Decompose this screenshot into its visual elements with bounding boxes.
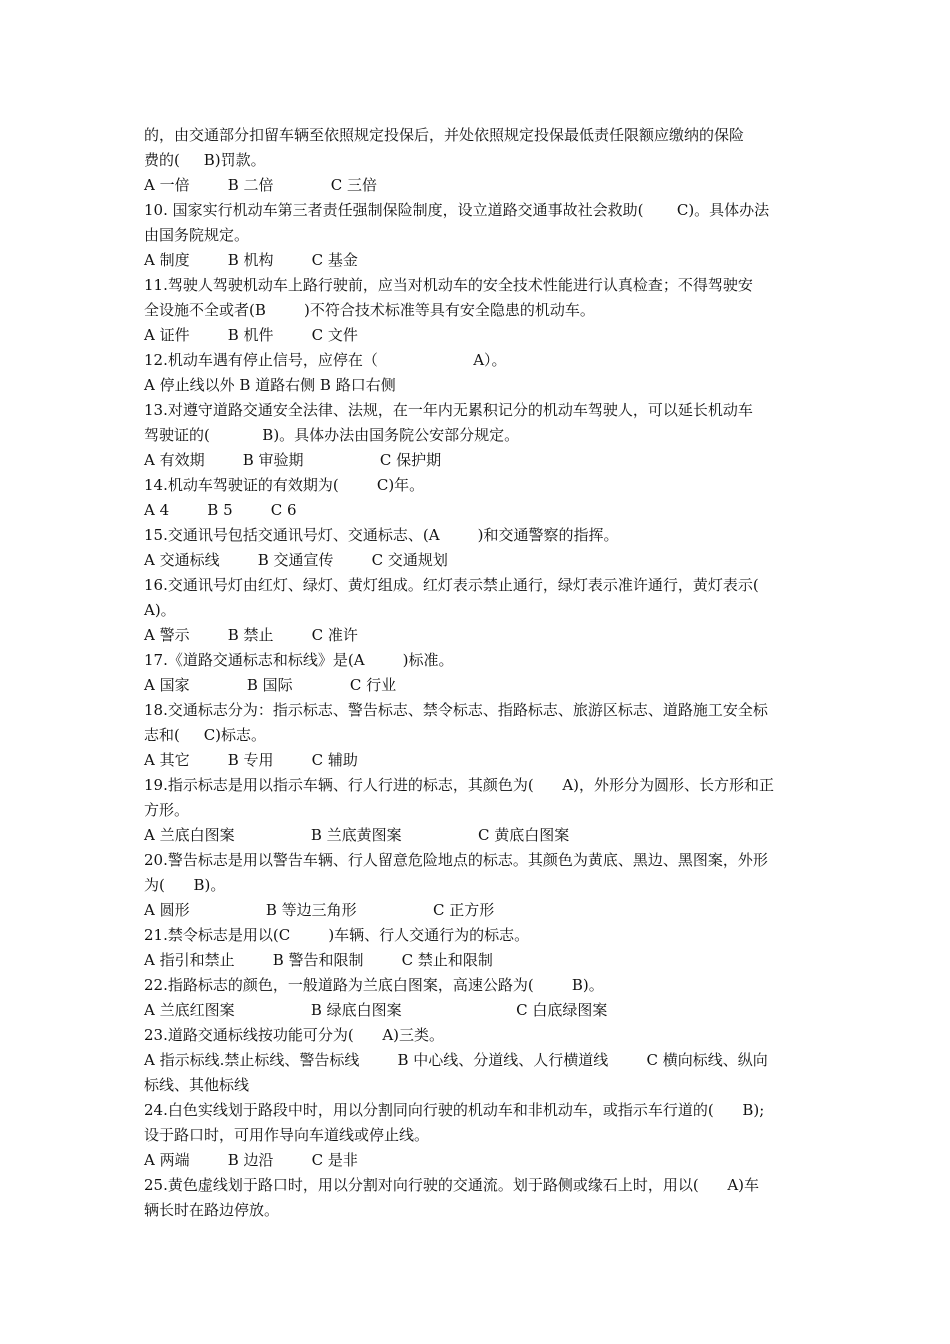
text-line: 费的( B)罚款。 [144,151,266,169]
text-line: 方形。 [144,801,190,819]
answer-options: A 有效期 B 审验期 C 保护期 [144,451,442,469]
answer-options: A 兰底红图案 B 绿底白图案 C 白底绿图案 [144,1001,608,1019]
text-line: 标线、其他标线 [144,1076,250,1094]
question-20: 20.警告标志是用以警告车辆、行人留意危险地点的标志。其颜色为黄底、黑边、黑图案，外形 [144,851,768,869]
answer-options: A 国家 B 国际 C 行业 [144,676,397,694]
document-page [144,123,810,1223]
answer-options: A 兰底白图案 B 兰底黄图案 C 黄底白图案 [144,826,570,844]
question-15: 15.交通讯号包括交通讯号灯、交通标志、(A )和交通警察的指挥。 [144,526,619,544]
text-line: 由国务院规定。 [144,226,250,244]
text-line: A)。 [144,601,176,619]
answer-options: A 其它 B 专用 C 辅助 [144,751,358,769]
answer-options: A 指引和禁止 B 警告和限制 C 禁止和限制 [144,951,493,969]
answer-options: A 停止线以外 B 道路右侧 B 路口右侧 [144,376,396,394]
question-12: 12.机动车遇有停止信号，应停在（ A）。 [144,351,507,369]
answer-options: A 制度 B 机构 C 基金 [144,251,358,269]
text-line: 的，由交通部分扣留车辆至依照规定投保后，并处依照规定投保最低责任限额应缴纳的保险 [144,126,745,144]
answer-options: A 指示标线.禁止标线、警告标线 B 中心线、分道线、人行横道线 C 横向标线、纵向 [144,1051,768,1069]
question-24: 24.白色实线划于路段中时，用以分割同向行驶的机动车和非机动车，或指示车行道的( B); [144,1101,765,1119]
answer-options: A 4 B 5 C 6 [144,501,297,519]
text-line: 为( B)。 [144,876,226,894]
question-23: 23.道路交通标线按功能可分为( A)三类。 [144,1026,445,1044]
answer-options: A 两端 B 边沿 C 是非 [144,1151,358,1169]
answer-options: A 交通标线 B 交通宣传 C 交通规划 [144,551,448,569]
question-18: 18.交通标志分为：指示标志、警告标志、禁令标志、指路标志、旅游区标志、道路施工安全标 [144,701,768,719]
text-line: 驾驶证的( B)。具体办法由国务院公安部分规定。 [144,426,520,444]
text-line: 辆长时在路边停放。 [144,1201,280,1219]
question-13: 13.对遵守道路交通安全法律、法规，在一年内无累积记分的机动车驾驶人，可以延长机动车 [144,401,753,419]
text-line: 志和( C)标志。 [144,726,267,744]
answer-options: A 圆形 B 等边三角形 C 正方形 [144,901,495,919]
answer-options: A 证件 B 机件 C 文件 [144,326,358,344]
question-22: 22.指路标志的颜色，一般道路为兰底白图案，高速公路为( B)。 [144,976,604,994]
question-11: 11.驾驶人驾驶机动车上路行驶前，应当对机动车的安全技术性能进行认真检查；不得驾驶安 [144,276,753,294]
question-16: 16.交通讯号灯由红灯、绿灯、黄灯组成。红灯表示禁止通行，绿灯表示准许通行，黄灯表示( [144,576,759,594]
question-17: 17.《道路交通标志和标线》是(A )标准。 [144,651,454,669]
question-14: 14.机动车驾驶证的有效期为( C)年。 [144,476,425,494]
text-line: 设于路口时，可用作导向车道线或停止线。 [144,1126,430,1144]
question-10: 10. 国家实行机动车第三者责任强制保险制度，设立道路交通事故社会救助( C)。具体办法 [144,201,770,219]
text-line: 全设施不全或者(B )不符合技术标准等具有安全隐患的机动车。 [144,301,595,319]
question-21: 21.禁令标志是用以(C )车辆、行人交通行为的标志。 [144,926,530,944]
answer-options: A 警示 B 禁止 C 准许 [144,626,358,644]
answer-options: A 一倍 B 二倍 C 三倍 [144,176,377,194]
question-19: 19.指示标志是用以指示车辆、行人行进的标志，其颜色为( A)，外形分为圆形、长方形和正 [144,776,775,794]
question-25: 25.黄色虚线划于路口时，用以分割对向行驶的交通流。划于路侧或缘石上时，用以( A)车 [144,1176,760,1194]
